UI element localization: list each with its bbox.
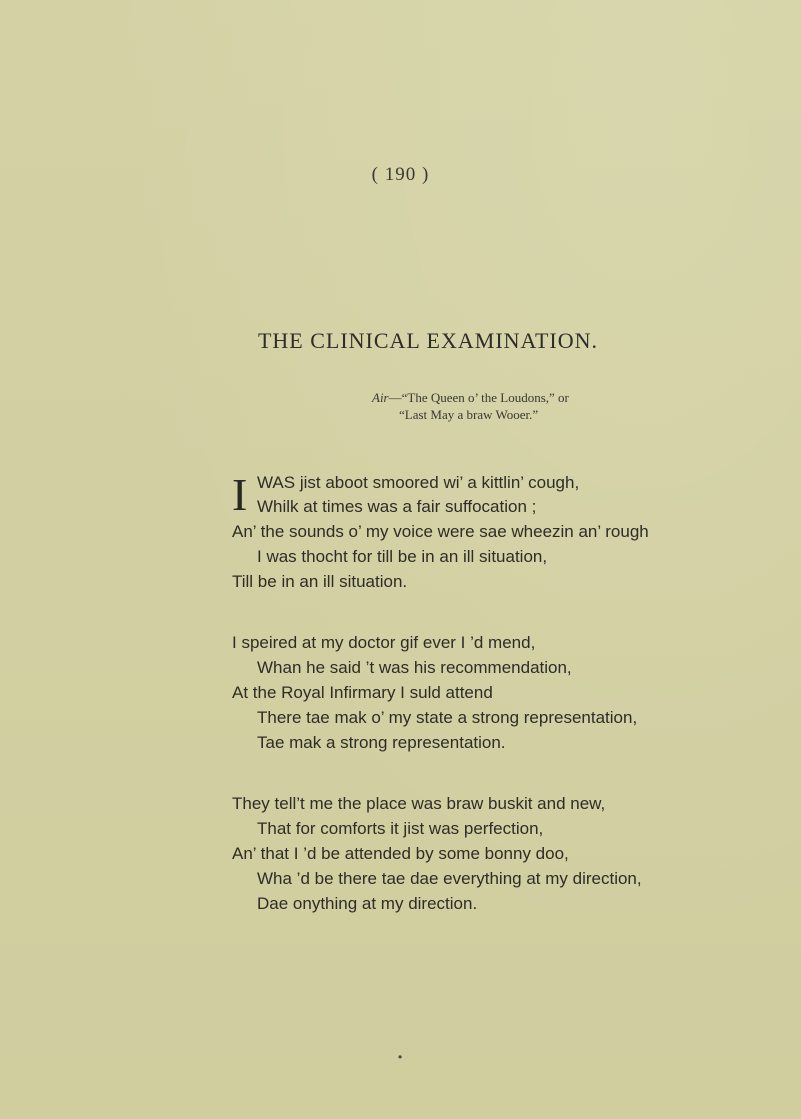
verse-line: At the Royal Infirmary I suld attend	[232, 683, 493, 702]
verse-line: WAS jist aboot smoored wi’ a kittlin’ cough,	[257, 473, 580, 492]
verse-line: Whan he said ’t was his recommendation,	[257, 658, 572, 677]
verse-line: They tell’t me the place was braw buskit and new,	[232, 794, 606, 813]
verse-line: Tae mak a strong representation.	[257, 733, 506, 752]
air-label: Air	[372, 390, 389, 405]
verse-line: Whilk at times was a fair suffocation ;	[257, 497, 537, 516]
verse-line: Till be in an ill situation.	[232, 572, 408, 591]
verse-line: Dae onything at my direction.	[257, 894, 478, 913]
air-line-2: “Last May a braw Wooer.”	[399, 407, 539, 422]
verse-line: There tae mak o’ my state a strong representation,	[257, 708, 638, 727]
footer-mark: •	[398, 1050, 403, 1064]
verse-line: Wha ’d be there tae dae everything at my direction,	[257, 869, 642, 888]
verse-line: I was thocht for till be in an ill situation,	[257, 547, 548, 566]
poem-title: THE CLINICAL EXAMINATION.	[257, 328, 599, 353]
verse-line: An’ that I ’d be attended by some bonny doo,	[232, 844, 569, 863]
verse-line: I speired at my doctor gif ever I ’d mend,	[232, 633, 536, 652]
drop-cap: I	[232, 469, 248, 520]
verse-line: An’ the sounds o’ my voice were sae wheezin an’ rough	[232, 522, 649, 541]
air-note	[372, 389, 702, 423]
page-number: ( 190 )	[371, 164, 430, 185]
air-line-1: —“The Queen o’ the Loudons,” or	[388, 390, 569, 405]
verse-line: That for comforts it jist was perfection,	[257, 819, 544, 838]
